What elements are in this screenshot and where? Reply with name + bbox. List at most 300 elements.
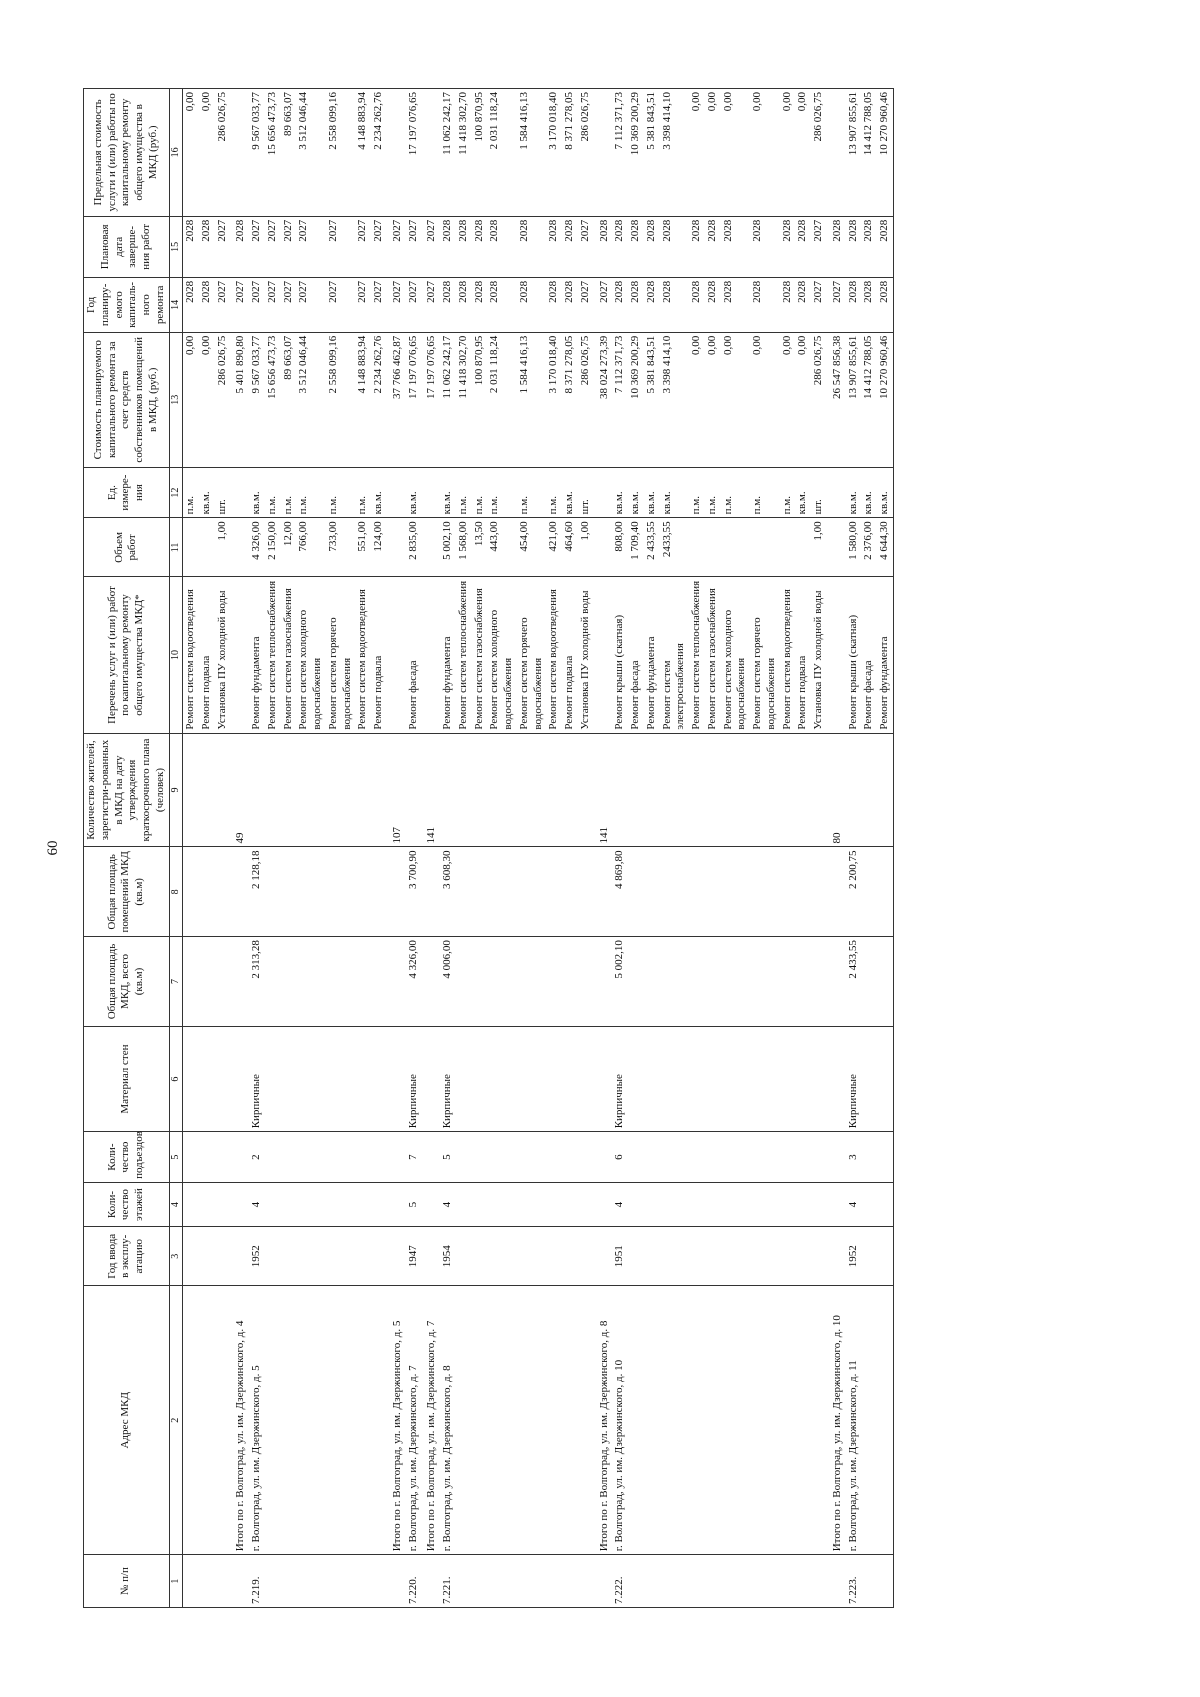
cell-col-14: 2028	[487, 277, 517, 332]
cell-col-5	[811, 1132, 827, 1183]
cell-col-16: 7 112 371,73	[612, 89, 628, 217]
cell-col-12: п.м.	[281, 467, 297, 518]
cell-col-5	[660, 1132, 690, 1183]
cell-col-16: 0,00	[750, 89, 780, 217]
cell-col-9	[861, 733, 877, 847]
table-body	[183, 89, 894, 1608]
cell-col-8	[660, 847, 690, 937]
cell-col-3	[517, 1227, 547, 1286]
cell-col-14: 2027	[406, 277, 422, 332]
cell-col-10: Установка ПУ холодной воды	[578, 577, 594, 733]
cell-col-14: 2028	[877, 277, 893, 332]
cell-col-1	[487, 1555, 517, 1608]
cell-col-2: г. Волгоград, ул. им. Дзержинского, д. 11	[846, 1286, 862, 1555]
cell-col-6	[877, 1026, 893, 1131]
cell-col-9	[780, 733, 796, 847]
cell-col-15: 2028	[487, 216, 517, 277]
cell-col-8	[644, 847, 660, 937]
cell-col-9	[660, 733, 690, 847]
table-row	[371, 89, 387, 1608]
cell-col-12: кв.м.	[660, 467, 690, 518]
column-header-4: Коли-чество этажей	[84, 1182, 170, 1226]
cell-col-6: Кирпичные	[612, 1026, 628, 1131]
cell-col-7	[705, 937, 721, 1027]
cell-col-10: Ремонт систем холодного водоснабжения	[296, 577, 326, 733]
cell-col-12: п.м.	[689, 467, 705, 518]
cell-col-2	[265, 1286, 281, 1555]
cell-col-7	[578, 937, 594, 1027]
cell-col-3	[644, 1227, 660, 1286]
cell-col-16: 13 907 855,61	[846, 89, 862, 217]
cell-col-10: Ремонт систем водоотведения	[780, 577, 796, 733]
cell-col-11: 421,00	[546, 518, 562, 577]
cell-col-2	[326, 1286, 356, 1555]
cell-col-12	[827, 467, 846, 518]
cell-col-7	[795, 937, 811, 1027]
cell-col-6: Кирпичные	[846, 1026, 862, 1131]
cell-col-9	[628, 733, 644, 847]
cell-col-13: 5 381 843,51	[644, 332, 660, 467]
cell-col-4	[795, 1182, 811, 1226]
cell-col-3	[780, 1227, 796, 1286]
cell-col-14: 2028	[199, 277, 215, 332]
cell-col-15: 2028	[612, 216, 628, 277]
cell-col-6	[795, 1026, 811, 1131]
cell-col-7	[660, 937, 690, 1027]
cell-col-5	[472, 1132, 488, 1183]
cell-col-10: Ремонт подвала	[795, 577, 811, 733]
cell-col-7	[594, 937, 613, 1027]
total-row	[387, 89, 406, 1608]
header-row	[84, 89, 170, 1608]
cell-col-11: 808,00	[612, 518, 628, 577]
cell-col-9	[644, 733, 660, 847]
cell-col-13: 0,00	[721, 332, 751, 467]
cell-col-12: кв.м.	[877, 467, 893, 518]
cell-col-12: п.м.	[546, 467, 562, 518]
cell-col-15: 2027	[249, 216, 265, 277]
cell-col-13: 11 418 302,70	[456, 332, 472, 467]
cell-col-15: 2027	[326, 216, 356, 277]
page-number: 60	[45, 840, 61, 856]
cell-col-3	[472, 1227, 488, 1286]
cell-col-9	[705, 733, 721, 847]
column-header-13: Стоимость планируемого капитального ремонта за счет средств собственников помещений в МКД, (руб.)	[84, 332, 170, 467]
cell-col-8	[705, 847, 721, 937]
cell-col-8	[628, 847, 644, 937]
cell-col-4	[371, 1182, 387, 1226]
cell-col-12	[387, 467, 406, 518]
cell-col-14: 2028	[612, 277, 628, 332]
cell-col-12: п.м.	[296, 467, 326, 518]
cell-col-13: 4 148 883,94	[355, 332, 371, 467]
cell-col-15: 2028	[628, 216, 644, 277]
cell-col-3	[199, 1227, 215, 1286]
cell-col-11: 2 433,55	[644, 518, 660, 577]
cell-col-11: 1,00	[215, 518, 231, 577]
cell-col-10: Ремонт подвала	[562, 577, 578, 733]
cell-col-1	[628, 1555, 644, 1608]
cell-col-9	[811, 733, 827, 847]
cell-col-6	[326, 1026, 356, 1131]
cell-col-9	[721, 733, 751, 847]
cell-col-15: 2028	[517, 216, 547, 277]
cell-col-2	[644, 1286, 660, 1555]
cell-col-10	[387, 577, 406, 733]
column-number: 8	[169, 847, 183, 937]
cell-col-10: Ремонт систем горячего водоснабжения	[517, 577, 547, 733]
cell-col-8	[371, 847, 387, 937]
cell-col-7	[265, 937, 281, 1027]
cell-col-9	[440, 733, 456, 847]
cell-col-3	[877, 1227, 893, 1286]
cell-col-7	[827, 937, 846, 1027]
cell-col-4	[456, 1182, 472, 1226]
cell-col-4	[811, 1182, 827, 1226]
cell-col-11: 2 376,00	[861, 518, 877, 577]
cell-col-3: 1951	[612, 1227, 628, 1286]
cell-col-11	[421, 518, 440, 577]
cell-col-5	[750, 1132, 780, 1183]
table-row	[265, 89, 281, 1608]
cell-col-11	[594, 518, 613, 577]
cell-col-13: 15 656 473,73	[265, 332, 281, 467]
cell-col-11	[387, 518, 406, 577]
cell-col-11: 1 568,00	[456, 518, 472, 577]
cell-col-7: 4 006,00	[440, 937, 456, 1027]
cell-col-6	[827, 1026, 846, 1131]
cell-col-14: 2027	[827, 277, 846, 332]
cell-col-14: 2028	[846, 277, 862, 332]
cell-col-12: п.м.	[750, 467, 780, 518]
cell-col-15: 2027	[371, 216, 387, 277]
table-row	[877, 89, 893, 1608]
cell-col-4	[421, 1182, 440, 1226]
cell-col-6	[487, 1026, 517, 1131]
cell-col-4	[215, 1182, 231, 1226]
cell-col-16: 89 663,07	[281, 89, 297, 217]
cell-col-5	[594, 1132, 613, 1183]
cell-col-7: 2 313,28	[249, 937, 265, 1027]
cell-col-16	[421, 89, 440, 217]
cell-col-13: 37 766 462,87	[387, 332, 406, 467]
cell-col-13: 5 401 890,80	[230, 332, 249, 467]
cell-col-5	[795, 1132, 811, 1183]
total-row	[421, 89, 440, 1608]
cell-col-8	[199, 847, 215, 937]
cell-col-11: 1 709,40	[628, 518, 644, 577]
cell-col-8: 4 869,80	[612, 847, 628, 937]
cell-col-2	[861, 1286, 877, 1555]
cell-col-4	[230, 1182, 249, 1226]
table-row	[861, 89, 877, 1608]
cell-col-2	[472, 1286, 488, 1555]
cell-col-15: 2028	[546, 216, 562, 277]
cell-col-8	[326, 847, 356, 937]
cell-col-3	[546, 1227, 562, 1286]
cell-col-6	[517, 1026, 547, 1131]
column-number: 1	[169, 1555, 183, 1608]
cell-col-3: 1947	[406, 1227, 422, 1286]
cell-col-1	[721, 1555, 751, 1608]
cell-col-8	[472, 847, 488, 937]
cell-col-9	[562, 733, 578, 847]
cell-col-3	[861, 1227, 877, 1286]
cell-col-11: 4 326,00	[249, 518, 265, 577]
cell-col-5	[265, 1132, 281, 1183]
cell-col-1	[877, 1555, 893, 1608]
cell-col-3	[487, 1227, 517, 1286]
column-header-12: Ед. измере-ния	[84, 467, 170, 518]
cell-col-1	[199, 1555, 215, 1608]
rotated-page	[35, 48, 1165, 1648]
cell-col-11	[795, 518, 811, 577]
cell-col-1	[472, 1555, 488, 1608]
cell-col-8	[594, 847, 613, 937]
cell-col-4	[877, 1182, 893, 1226]
cell-col-12: кв.м.	[371, 467, 387, 518]
cell-col-5: 7	[406, 1132, 422, 1183]
table-row	[780, 89, 796, 1608]
cell-col-15: 2027	[421, 216, 440, 277]
cell-col-7	[721, 937, 751, 1027]
cell-col-5	[721, 1132, 751, 1183]
column-header-5: Коли-чество подъездов	[84, 1132, 170, 1183]
column-number-row	[169, 89, 183, 1608]
column-number: 5	[169, 1132, 183, 1183]
cell-col-15: 2027	[215, 216, 231, 277]
cell-col-13: 2 234 262,76	[371, 332, 387, 467]
cell-col-4	[562, 1182, 578, 1226]
cell-col-7	[421, 937, 440, 1027]
table-row	[644, 89, 660, 1608]
cell-col-13: 8 371 278,05	[562, 332, 578, 467]
cell-col-16: 11 062 242,17	[440, 89, 456, 217]
cell-col-14: 2027	[578, 277, 594, 332]
cell-col-15: 2028	[827, 216, 846, 277]
cell-col-13: 26 547 856,38	[827, 332, 846, 467]
cell-col-1	[215, 1555, 231, 1608]
cell-col-3	[795, 1227, 811, 1286]
cell-col-9	[612, 733, 628, 847]
column-number: 10	[169, 577, 183, 733]
cell-col-15: 2028	[750, 216, 780, 277]
cell-col-15: 2028	[440, 216, 456, 277]
cell-col-4: 4	[249, 1182, 265, 1226]
cell-col-3	[594, 1227, 613, 1286]
cell-col-3	[660, 1227, 690, 1286]
cell-col-15: 2027	[811, 216, 827, 277]
cell-col-5	[705, 1132, 721, 1183]
cell-col-7	[780, 937, 796, 1027]
cell-col-1	[387, 1555, 406, 1608]
cell-col-6	[660, 1026, 690, 1131]
cell-col-6	[861, 1026, 877, 1131]
cell-col-3	[811, 1227, 827, 1286]
cell-col-2	[296, 1286, 326, 1555]
cell-col-5	[517, 1132, 547, 1183]
cell-col-10: Ремонт подвала	[371, 577, 387, 733]
cell-col-1: 7.223.	[846, 1555, 862, 1608]
cell-col-6	[689, 1026, 705, 1131]
cell-col-8	[517, 847, 547, 937]
column-number: 2	[169, 1286, 183, 1555]
cell-col-6: Кирпичные	[406, 1026, 422, 1131]
table-row	[281, 89, 297, 1608]
cell-col-9	[355, 733, 371, 847]
cell-col-8	[578, 847, 594, 937]
cell-col-9: 49	[230, 733, 249, 847]
cell-col-5	[215, 1132, 231, 1183]
cell-col-4	[827, 1182, 846, 1226]
cell-col-7	[877, 937, 893, 1027]
cell-col-8	[689, 847, 705, 937]
column-number: 4	[169, 1182, 183, 1226]
cell-col-14: 2027	[265, 277, 281, 332]
cell-col-1: 7.221.	[440, 1555, 456, 1608]
column-number: 15	[169, 216, 183, 277]
cell-col-1: 7.222.	[612, 1555, 628, 1608]
cell-col-3	[230, 1227, 249, 1286]
cell-col-16: 1 584 416,13	[517, 89, 547, 217]
cell-col-1	[594, 1555, 613, 1608]
cell-col-11: 124,00	[371, 518, 387, 577]
cell-col-10: Ремонт фундамента	[440, 577, 456, 733]
cell-col-10: Ремонт систем холодного водоснабжения	[487, 577, 517, 733]
cell-col-1	[281, 1555, 297, 1608]
cell-col-3	[562, 1227, 578, 1286]
cell-col-16	[827, 89, 846, 217]
cell-col-7	[689, 937, 705, 1027]
cell-col-8	[183, 847, 199, 937]
cell-col-6	[780, 1026, 796, 1131]
cell-col-4	[861, 1182, 877, 1226]
cell-col-11: 1 580,00	[846, 518, 862, 577]
cell-col-15: 2027	[578, 216, 594, 277]
cell-col-4	[546, 1182, 562, 1226]
cell-col-6	[296, 1026, 326, 1131]
cell-col-8	[861, 847, 877, 937]
cell-col-1	[517, 1555, 547, 1608]
cell-col-10: Ремонт фундамента	[877, 577, 893, 733]
cell-col-13: 0,00	[780, 332, 796, 467]
cell-col-9	[456, 733, 472, 847]
cell-col-2: г. Волгоград, ул. им. Дзержинского, д. 8	[440, 1286, 456, 1555]
table-row	[456, 89, 472, 1608]
cell-col-15: 2027	[281, 216, 297, 277]
cell-col-9	[689, 733, 705, 847]
cell-col-13: 7 112 371,73	[612, 332, 628, 467]
cell-col-5	[230, 1132, 249, 1183]
cell-col-6	[562, 1026, 578, 1131]
cell-col-1	[811, 1555, 827, 1608]
table-row	[795, 89, 811, 1608]
cell-col-1: 7.220.	[406, 1555, 422, 1608]
column-header-1: № п/п	[84, 1555, 170, 1608]
cell-col-7	[472, 937, 488, 1027]
cell-col-16	[594, 89, 613, 217]
cell-col-10: Ремонт фасада	[628, 577, 644, 733]
cell-col-16: 11 418 302,70	[456, 89, 472, 217]
cell-col-8	[562, 847, 578, 937]
cell-col-14: 2028	[456, 277, 472, 332]
cell-col-16: 17 197 076,65	[406, 89, 422, 217]
repair-plan-table	[83, 88, 894, 1608]
table-row	[296, 89, 326, 1608]
cell-col-12: кв.м.	[628, 467, 644, 518]
cell-col-5	[644, 1132, 660, 1183]
cell-col-2: Итого по г. Волгоград, ул. им. Дзержинского, д. 5	[387, 1286, 406, 1555]
cell-col-5	[562, 1132, 578, 1183]
cell-col-4	[387, 1182, 406, 1226]
cell-col-12: п.м.	[705, 467, 721, 518]
cell-col-10	[230, 577, 249, 733]
cell-col-8	[487, 847, 517, 937]
cell-col-16: 0,00	[780, 89, 796, 217]
cell-col-3	[296, 1227, 326, 1286]
table-row	[705, 89, 721, 1608]
cell-col-3	[689, 1227, 705, 1286]
cell-col-16: 2 558 099,16	[326, 89, 356, 217]
cell-col-15: 2027	[387, 216, 406, 277]
cell-col-8	[230, 847, 249, 937]
cell-col-13: 0,00	[689, 332, 705, 467]
cell-col-3	[355, 1227, 371, 1286]
cell-col-12: п.м.	[456, 467, 472, 518]
cell-col-12	[594, 467, 613, 518]
cell-col-3	[281, 1227, 297, 1286]
cell-col-13: 17 197 076,65	[421, 332, 440, 467]
cell-col-3	[326, 1227, 356, 1286]
cell-col-1	[780, 1555, 796, 1608]
cell-col-11: 766,00	[296, 518, 326, 577]
cell-col-11: 443,00	[487, 518, 517, 577]
cell-col-1	[689, 1555, 705, 1608]
cell-col-14: 2027	[326, 277, 356, 332]
cell-col-1	[230, 1555, 249, 1608]
cell-col-9	[296, 733, 326, 847]
cell-col-5	[355, 1132, 371, 1183]
cell-col-5	[296, 1132, 326, 1183]
column-header-16: Предельная стоимость услуги и (или) работы по капитальному ремонту общего имущества в МКД (руб.)	[84, 89, 170, 217]
cell-col-9	[517, 733, 547, 847]
cell-col-9: 141	[421, 733, 440, 847]
cell-col-6	[628, 1026, 644, 1131]
cell-col-4	[689, 1182, 705, 1226]
cell-col-2: г. Волгоград, ул. им. Дзержинского, д. 7	[406, 1286, 422, 1555]
cell-col-7	[387, 937, 406, 1027]
column-number: 13	[169, 332, 183, 467]
column-header-2: Адрес МКД	[84, 1286, 170, 1555]
cell-col-6	[750, 1026, 780, 1131]
total-row	[594, 89, 613, 1608]
cell-col-5: 6	[612, 1132, 628, 1183]
cell-col-16: 0,00	[721, 89, 751, 217]
column-header-10: Перечень услуг и (или) работ по капитальному ремонту общего имущества МКД*	[84, 577, 170, 733]
cell-col-4	[594, 1182, 613, 1226]
table-row	[562, 89, 578, 1608]
column-number: 12	[169, 467, 183, 518]
cell-col-4	[355, 1182, 371, 1226]
cell-col-3	[371, 1227, 387, 1286]
cell-col-15: 2028	[456, 216, 472, 277]
cell-col-14: 2027	[230, 277, 249, 332]
cell-col-5	[326, 1132, 356, 1183]
cell-col-9	[215, 733, 231, 847]
cell-col-5: 5	[440, 1132, 456, 1183]
cell-col-1: 7.219.	[249, 1555, 265, 1608]
cell-col-13: 11 062 242,17	[440, 332, 456, 467]
